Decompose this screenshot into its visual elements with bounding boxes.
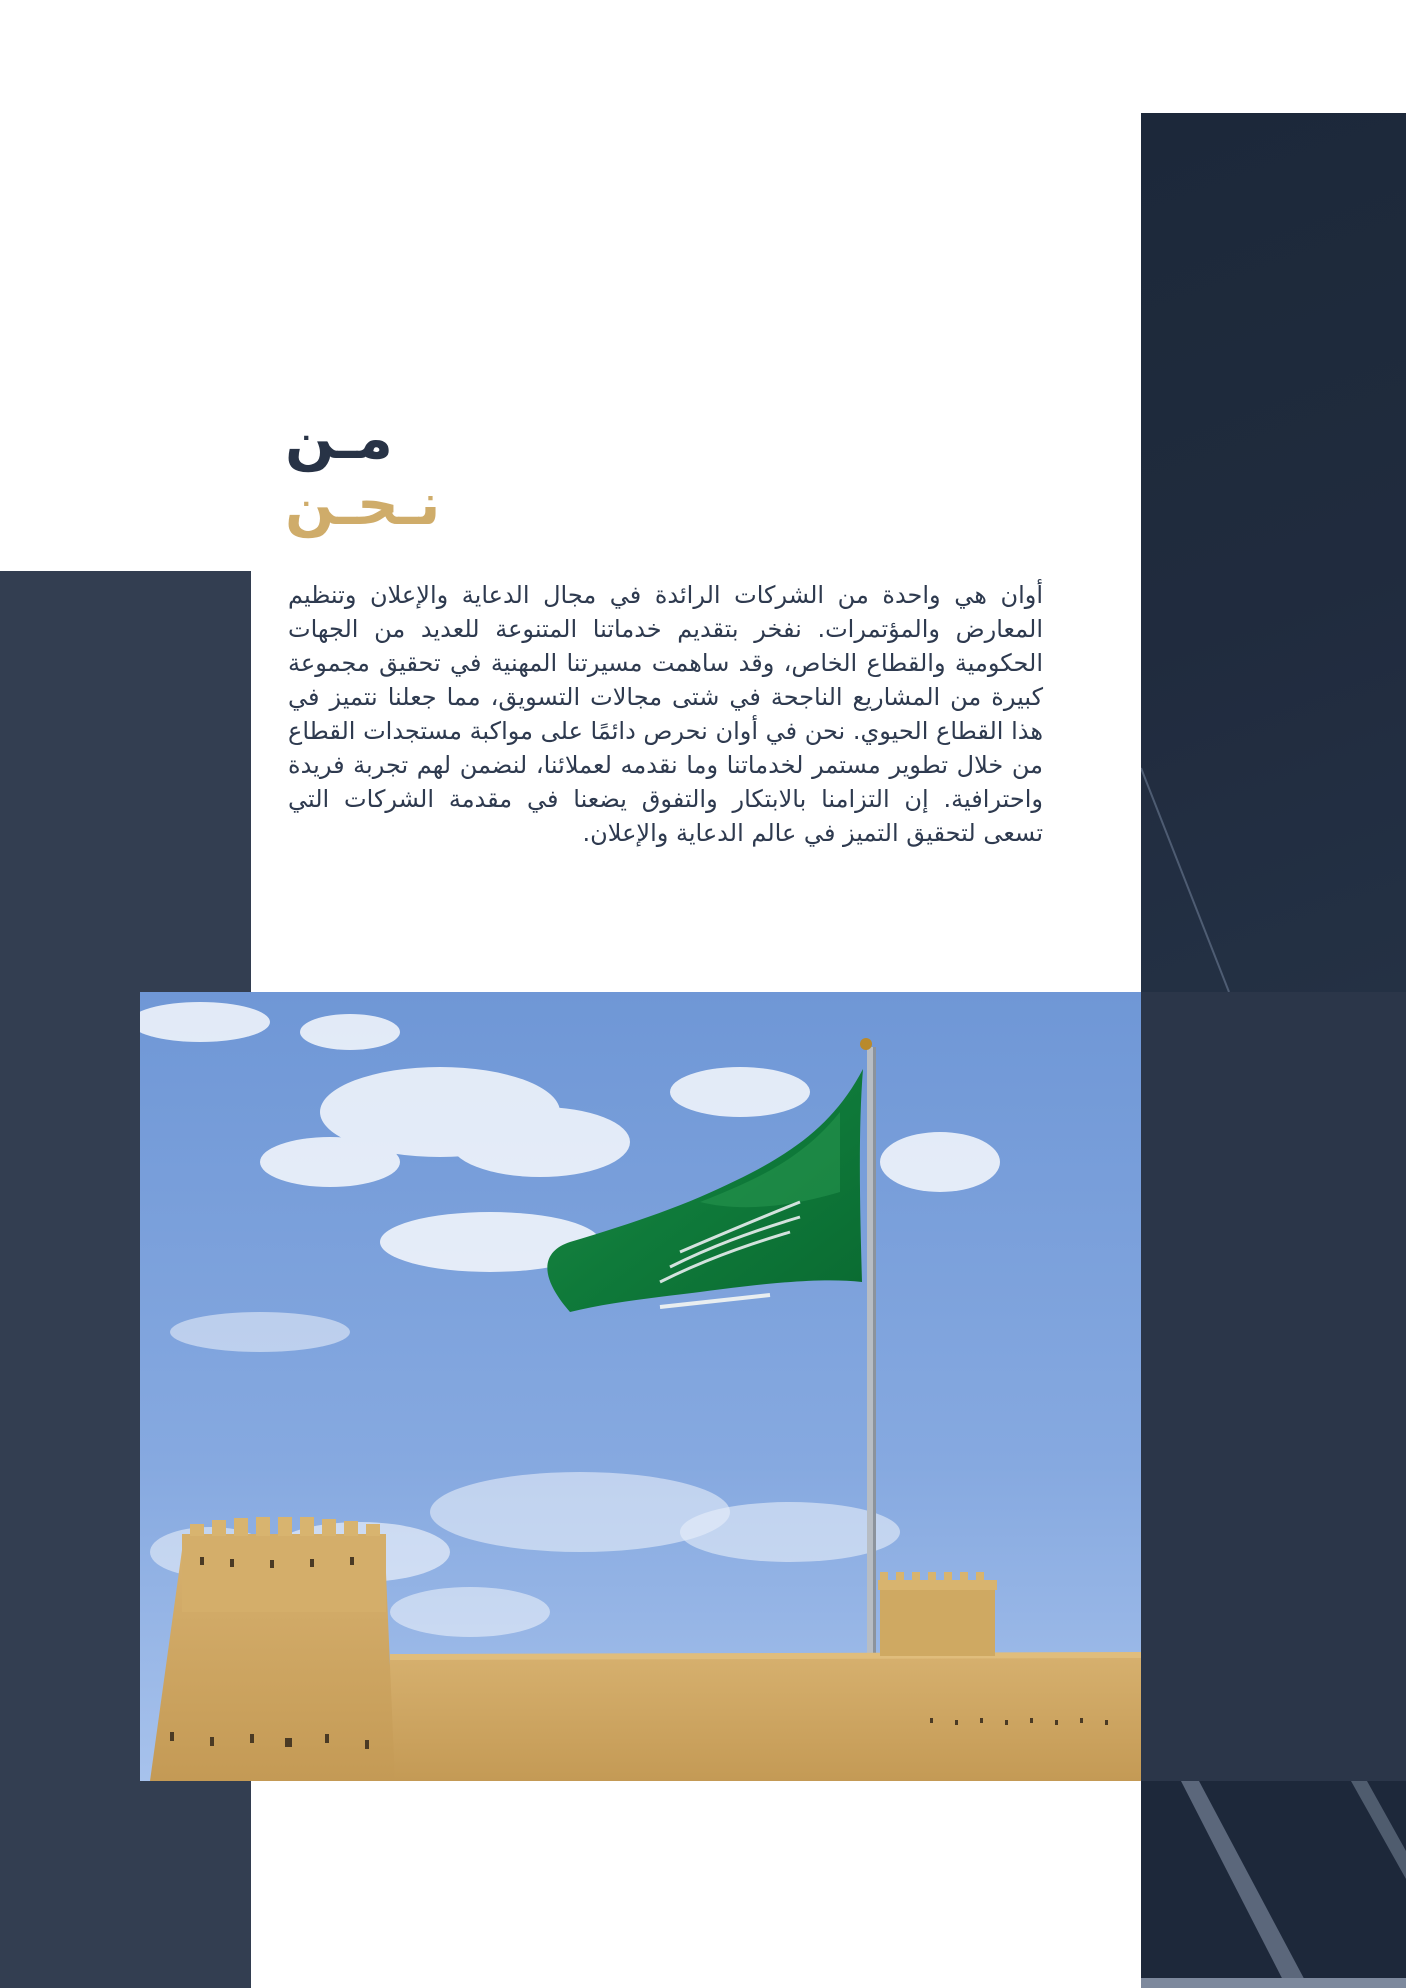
flag-fort-photo [140,992,1141,1781]
about-paragraph: أوان هي واحدة من الشركات الرائدة في مجال الدعاية والإعلان وتنظيم المعارض والمؤتمرات. نفخر بتقديم خدماتنا المتنوعة للعديد من الجهات الحكومية والقطاع الخاص، وقد ساهمت مسيرتنا المهنية في تحقيق مجموعة كبيرة من المشاريع الناجحة في شتى مجالات التسويق، مما جعلنا نتميز في هذا القطاع الحيوي. نحن في أوان نحرص دائمًا على مواكبة مستجدات القطاع من خلال تطوير مستمر لخدماتنا وما نقدمه لعملائنا، لنضمن لهم تجربة فريدة واحترافية. إن التزامنا بالابتكار والتفوق يضعنا في مقدمة الشركات التي تسعى لتحقيق التميز في عالم الدعاية والإعلان. [288,581,1043,847]
right-decor-panel-middle [1141,992,1406,1781]
heading-line-1: مـن [285,404,393,472]
right-decor-panel-top [1141,113,1406,992]
right-decor-panel-bottom [1141,1781,1406,1988]
flag-fort-illustration [140,992,1141,1781]
glass-streak-decor [1141,113,1406,992]
glass-frame-decor [1141,1781,1406,1988]
section-heading [285,405,615,537]
heading-line-2: نـحـن [285,470,441,538]
